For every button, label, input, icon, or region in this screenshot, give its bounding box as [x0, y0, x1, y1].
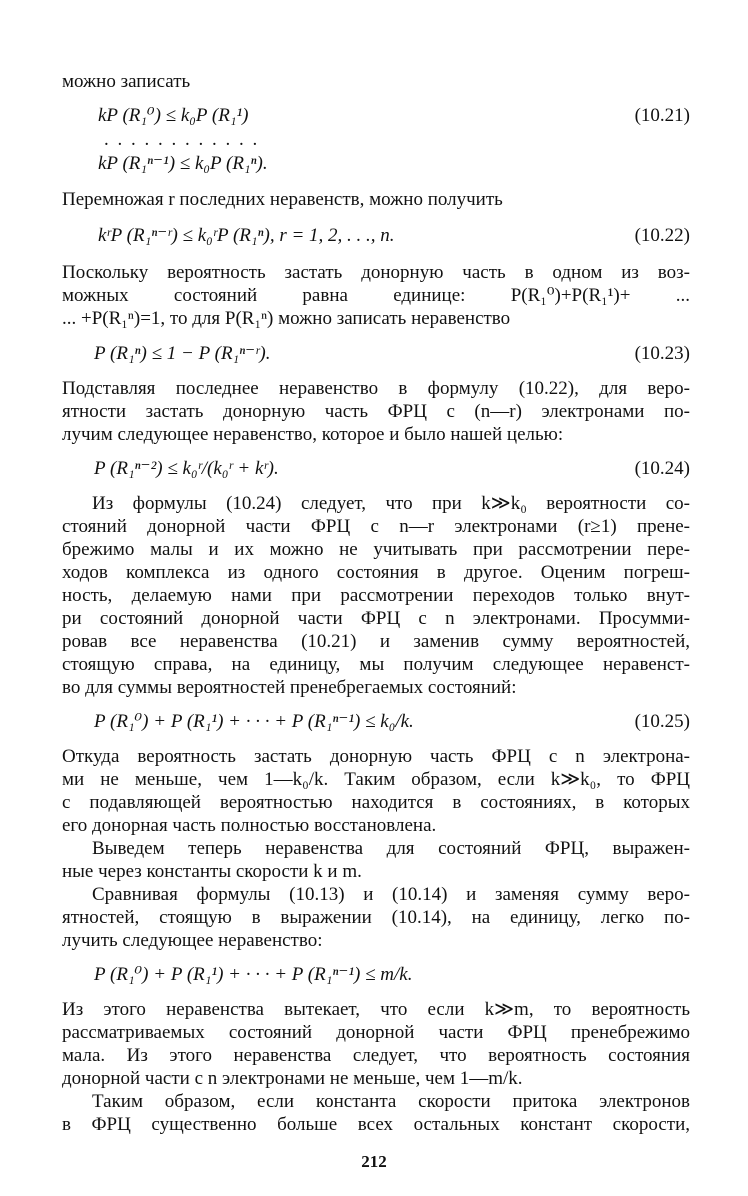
text-line: Сравнивая формулы (10.13) и (10.14) и заменяя сумму веро- [92, 884, 690, 905]
text-line: Перемножая r последних неравенств, можно получить [62, 189, 503, 210]
text-line: Откуда вероятность застать донорную часть ФРЦ с n электрона- [62, 746, 690, 767]
formula-10-23: P (R₁ⁿ) ≤ 1 − P (R₁ⁿ⁻ʳ). [94, 343, 271, 364]
equation-number: (10.23) [634, 343, 690, 364]
equation-number: (10.24) [634, 458, 690, 479]
text-line: ходов комплекса из одного состояния в другое. Оценим погреш- [62, 562, 690, 583]
text-line: рассматриваемых состояний донорной части ФРЦ пренебрежимо [62, 1022, 690, 1043]
text-line: его донорная часть полностью восстановлена. [62, 815, 437, 836]
text-line: можных состояний равна единице: P(R₁⁰)+P(R₁¹)+ ... [62, 285, 690, 306]
text-line: ятностей, стоящую в выражении (10.14), на единицу, легко по- [62, 907, 690, 928]
page-number: 212 [361, 1152, 387, 1171]
equation-number: (10.22) [634, 225, 690, 246]
formula-10-25: P (R₁⁰) + P (R₁¹) + · · · + P (R₁ⁿ⁻¹) ≤ k₀/k. [94, 711, 414, 732]
text-line: с подавляющей вероятностью находится в состояниях, в которых [62, 792, 690, 813]
formula-10-22: kʳP (R₁ⁿ⁻ʳ) ≤ k₀ʳP (R₁ⁿ), r = 1, 2, . . ., n. [98, 225, 395, 246]
formula-m-over-k: P (R₁⁰) + P (R₁¹) + · · · + P (R₁ⁿ⁻¹) ≤ m/k. [94, 964, 413, 985]
text-line: донорной части с n электронами не меньше, чем 1—m/k. [62, 1068, 523, 1089]
text-line: Таким образом, если константа скорости притока электронов [92, 1091, 690, 1112]
text-line: лучим следующее неравенство, которое и было нашей целью: [62, 424, 564, 445]
formula-10-24: P (R₁ⁿ⁻²) ≤ k₀ʳ/(k₀ʳ + kʳ). [94, 458, 279, 479]
formula-10-21-line1: kP (R₁⁰) ≤ k₀P (R₁¹) [98, 105, 249, 126]
text-line: в ФРЦ существенно больше всех остальных констант скорости, [62, 1114, 690, 1135]
text-line: ри состояний донорной части ФРЦ с n электронами. Просумми- [62, 608, 690, 629]
equation-number: (10.25) [634, 711, 690, 732]
text-line: ровав все неравенства (10.21) и заменив сумму вероятностей, [62, 631, 690, 652]
text-line: во для суммы вероятностей пренебрегаемых состояний: [62, 677, 517, 698]
formula-ellipsis-row: . . . . . . . . . . . . [104, 129, 260, 150]
text-line: Выведем теперь неравенства для состояний ФРЦ, выражен- [92, 838, 690, 859]
text-line: Из формулы (10.24) следует, что при k≫k₀ вероятности со- [92, 493, 690, 514]
text-line: брежимо малы и их можно не учитывать при рассмотрении пере- [62, 539, 690, 560]
text-line: Из этого неравенства вытекает, что если k≫m, то вероятность [62, 999, 690, 1020]
text-line: мала. Из этого неравенства следует, что вероятность состояния [62, 1045, 690, 1066]
text-line: лучить следующее неравенство: [62, 930, 323, 951]
text-line: стоящую справа, на единицу, мы получим следующее неравенст- [62, 654, 690, 675]
formula-10-21-line2: kP (R₁ⁿ⁻¹) ≤ k₀P (R₁ⁿ). [98, 153, 268, 174]
text-line: ... +P(R₁ⁿ)=1, то для P(R₁ⁿ) можно записать неравенство [62, 308, 511, 329]
text-line: стояний донорной части ФРЦ с n—r электронами (r≥1) прене- [62, 516, 690, 537]
text-line: Поскольку вероятность застать донорную часть в одном из воз- [62, 262, 690, 283]
text-line: можно записать [62, 71, 191, 92]
text-line: ные через константы скорости k и m. [62, 861, 362, 882]
text-line: ми не меньше, чем 1—k₀/k. Таким образом, если k≫k₀, то ФРЦ [62, 769, 690, 790]
text-line: ность, делаемую нами при рассмотрении переходов только внут- [62, 585, 690, 606]
text-line: ятности застать донорную часть ФРЦ с (n—r) электронами по- [62, 401, 690, 422]
text-line: Подставляя последнее неравенство в формулу (10.22), для веро- [62, 378, 690, 399]
equation-number: (10.21) [634, 105, 690, 126]
